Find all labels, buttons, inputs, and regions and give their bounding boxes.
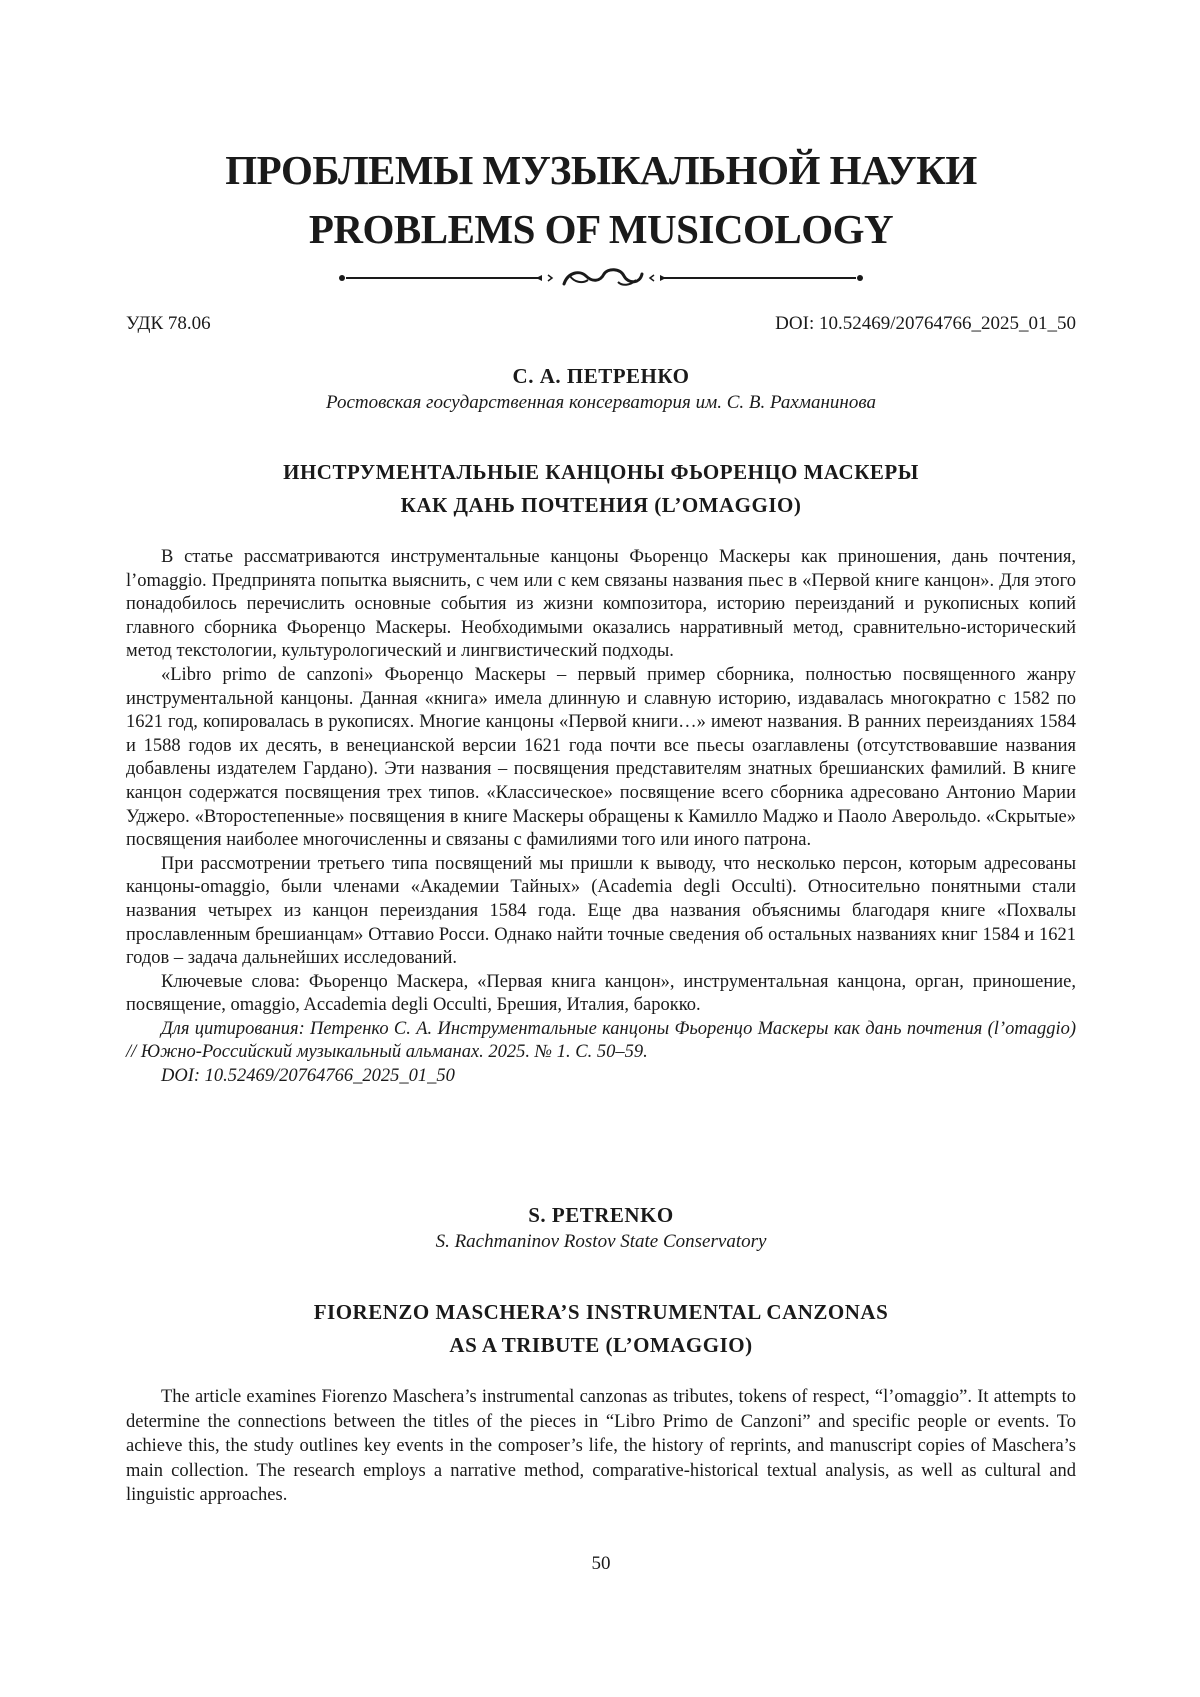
abstract-ru-paragraph: «Libro primo de canzoni» Фьоренцо Маскеры – первый пример сборника, полностью посвященного жанру инструментальной канцоны. Данная «книга» имела длинную и славную историю, издавалась многократно с 1582 по 1621 год, копировалась в рукописях. Многие канцоны «Первой книги…» имеют названия. В ранних переизданиях 1584 и 1588 годов их десять, в венецианской версии 1621 года почти все пьесы озаглавлены (отсутствовавшие названия добавлены издателем Гардано). Эти названия – посвящения представителям знатных брешианских фамилий. В книге канцон содержатся посвящения трех типов. «Классическое» посвящение всего сборника адресовано Антонио Марии Уджеро. «Второстепенные» посвящения в книге Маскеры обращены к Камилло Маджо и Паоло Аверольдо. «Скрытые» посвящения наиболее многочисленны и связаны с фамилиями того или иного патрона. [126,664,1076,851]
affiliation-ru: Ростовская государственная консерватория им. С. В. Рахманинова [326,392,876,413]
section-title-en: PROBLEMS OF MUSICOLOGY [308,206,894,252]
abstract-ru [126,546,1076,1089]
meta-row [126,313,1076,335]
citation-doi: DOI: 10.52469/20764766_2025_01_50 [161,1066,455,1087]
abstract-ru-paragraph: В статье рассматриваются инструментальные канцоны Фьоренцо Маскеры как приношения, дань почтения, l’omaggio. Предпринята попытка выяснить, с чем или с кем связаны названия пьес в «Первой книге канцон». Для этого понадобилось перечислить основные события из жизни композитора, историю переизданий и рукописных копий главного сборника Фьоренцо Маскеры. Необходимыми оказались нарративный метод, сравнительно-исторический метод текстологии, культурологический и лингвистический подходы. [126,547,1076,662]
abstract-ru-paragraph: При рассмотрении третьего типа посвящений мы пришли к выводу, что несколько персон, которым адресованы канцоны-omaggio, были членами «Академии Тайных» (Academia degli Occulti). Относительно понятными стали названия четырех из канцон переиздания 1584 года. Еще два названия объяснимы благодаря книге «Похвалы прославленным брешианцам» Оттавио Росси. Однако найти точные сведения об остальных названиях книг 1584 и 1621 годов – задача дальнейших исследований. [126,853,1076,969]
abstract-en [126,1385,1076,1508]
author-en: S. PETRENKO [528,1203,674,1227]
article-title-en [126,1296,1076,1362]
article-title-ru [126,456,1076,522]
citation-ru: Для цитирования: Петренко С. А. Инструментальные канцоны Фьоренцо Маскеры как дань почтения (l’omaggio) // Южно-Российский музыкальный альманах. 2025. № 1. С. 50–59. [126,1018,1076,1063]
article-title-en-line1: FIORENZO MASCHERA’S INSTRUMENTAL CANZONAS [313,1300,889,1324]
article-title-ru-line1: ИНСТРУМЕНТАЛЬНЫЕ КАНЦОНЫ ФЬОРЕНЦО МАСКЕРЫ [283,460,919,484]
keywords-ru: Ключевые слова: Фьоренцо Маскера, «Первая книга канцон», инструментальная канцона, орган, приношение, посвящение, omaggio, Accademia degli Occulti, Брешия, Италия, барокко. [126,971,1076,1016]
author-ru: С. А. ПЕТРЕНКО [512,364,690,388]
article-title-en-line2: AS A TRIBUTE (L’OMAGGIO) [449,1333,753,1357]
abstract-en-paragraph: The article examines Fiorenzo Maschera’s instrumental canzonas as tributes, tokens of respect, “l’omaggio”. It attempts to determine the connections between the titles of the pieces in “Libro Primo de Canzoni” and specific people or events. To achieve this, the study outlines key events in the composer’s life, the history of reprints, and manuscript copies of Maschera’s main collection. The research employs a narrative method, comparative-historical textual analysis, as well as cultural and linguistic approaches. [126,1387,1076,1505]
ornament-divider-icon [338,264,864,292]
udk-code: УДК 78.06 [126,313,211,334]
affiliation-en: S. Rachmaninov Rostov State Conservatory [435,1231,767,1252]
page-number: 50 [591,1553,611,1574]
section-title-ru: ПРОБЛЕМЫ МУЗЫКАЛЬНОЙ НАУКИ [225,147,977,193]
doi-header: DOI: 10.52469/20764766_2025_01_50 [775,313,1076,334]
article-title-ru-line2: КАК ДАНЬ ПОЧТЕНИЯ (L’OMAGGIO) [400,493,802,517]
